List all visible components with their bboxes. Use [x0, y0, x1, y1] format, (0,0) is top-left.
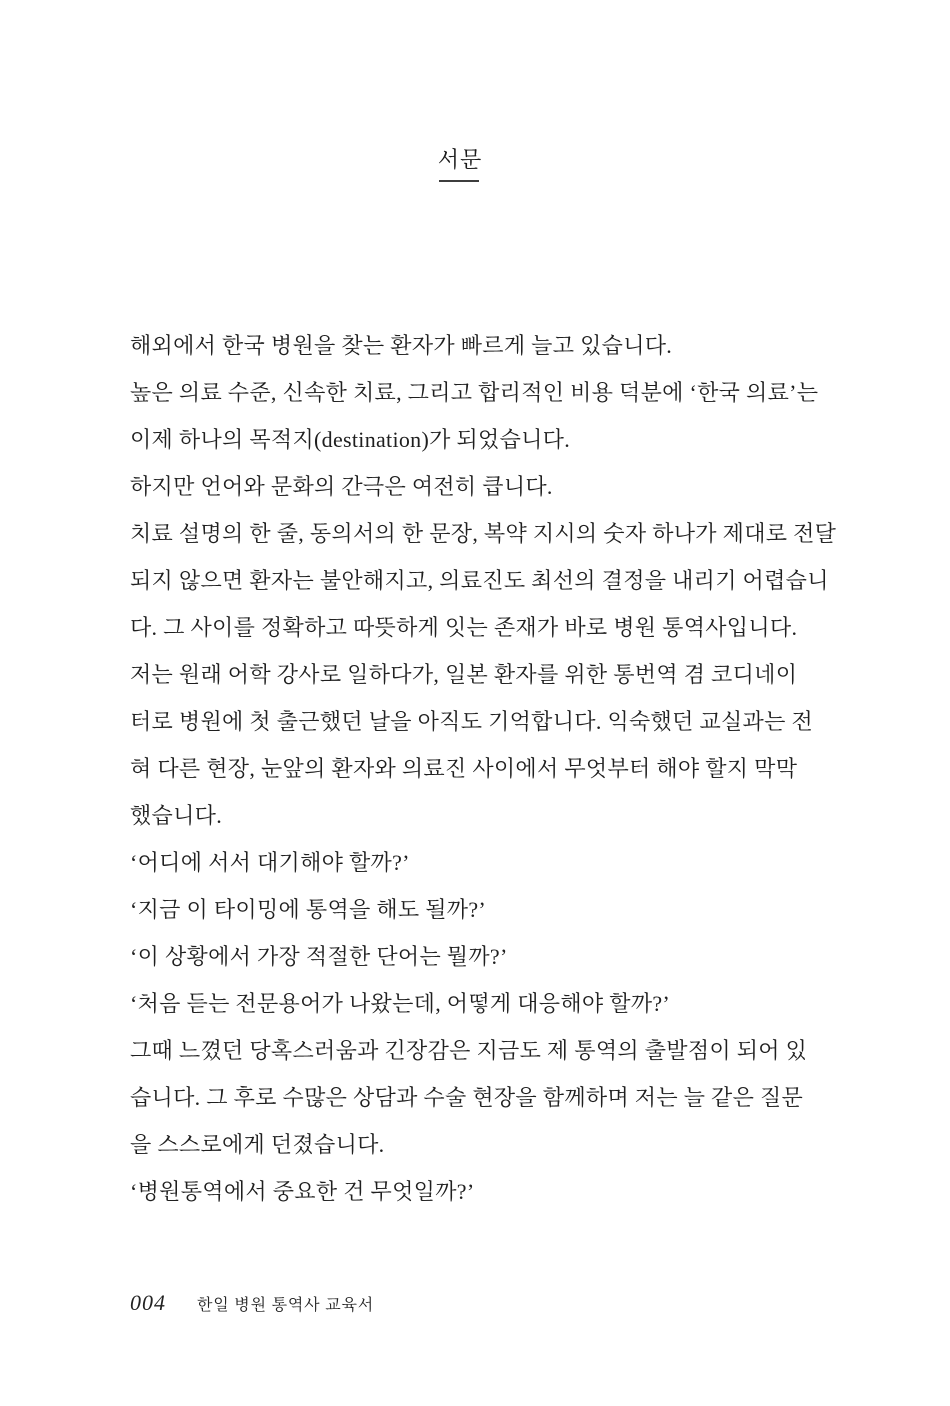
text-line: 해외에서 한국 병원을 찾는 환자가 빠르게 늘고 있습니다. [130, 333, 673, 358]
text-line: ‘이 상황에서 가장 적절한 단어는 뭘까?’ [130, 944, 508, 969]
text-line: 습니다. 그 후로 수많은 상담과 수술 현장을 함께하며 저는 늘 같은 질문 [130, 1085, 804, 1110]
text-line: 이제 하나의 목적지(destination)가 되었습니다. [130, 427, 571, 452]
text-line: 을 스스로에게 던졌습니다. [130, 1132, 385, 1157]
text-line: 했습니다. [130, 803, 223, 828]
page-title: 서문 [437, 147, 483, 172]
text-line: 그때 느꼈던 당혹스러움과 긴장감은 지금도 제 통역의 출발점이 되어 있 [130, 1038, 808, 1063]
text-line: 치료 설명의 한 줄, 동의서의 한 문장, 복약 지시의 숫자 하나가 제대로 전달 [130, 521, 837, 546]
text-line: ‘지금 이 타이밍에 통역을 해도 될까?’ [130, 897, 487, 922]
page-number: 004 [130, 1290, 166, 1315]
text-line: ‘어디에 서서 대기해야 할까?’ [130, 850, 410, 875]
page-footer [130, 1290, 374, 1316]
title-underline [439, 180, 479, 182]
text-line: ‘병원통역에서 중요한 건 무엇일까?’ [130, 1179, 475, 1204]
text-line: 하지만 언어와 문화의 간극은 여전히 큽니다. [130, 474, 553, 499]
text-line: 혀 다른 현장, 눈앞의 환자와 의료진 사이에서 무엇부터 해야 할지 막막 [130, 756, 798, 781]
text-line: 되지 않으면 환자는 불안해지고, 의료진도 최선의 결정을 내리기 어렵습니 [130, 568, 829, 593]
text-line: 저는 원래 어학 강사로 일하다가, 일본 환자를 위한 통번역 겸 코디네이 [130, 662, 798, 687]
text-line: 터로 병원에 첫 출근했던 날을 아직도 기억합니다. 익숙했던 교실과는 전 [130, 709, 814, 734]
page-title-container [0, 143, 920, 174]
body-text [130, 322, 837, 1215]
text-line: 높은 의료 수준, 신속한 치료, 그리고 합리적인 비용 덕분에 ‘한국 의료’는 [130, 380, 819, 405]
text-line: ‘처음 듣는 전문용어가 나왔는데, 어떻게 대응해야 할까?’ [130, 991, 671, 1016]
footer-book-title: 한일 병원 통역사 교육서 [197, 1297, 374, 1314]
text-line: 다. 그 사이를 정확하고 따뜻하게 잇는 존재가 바로 병원 통역사입니다. [130, 615, 798, 640]
